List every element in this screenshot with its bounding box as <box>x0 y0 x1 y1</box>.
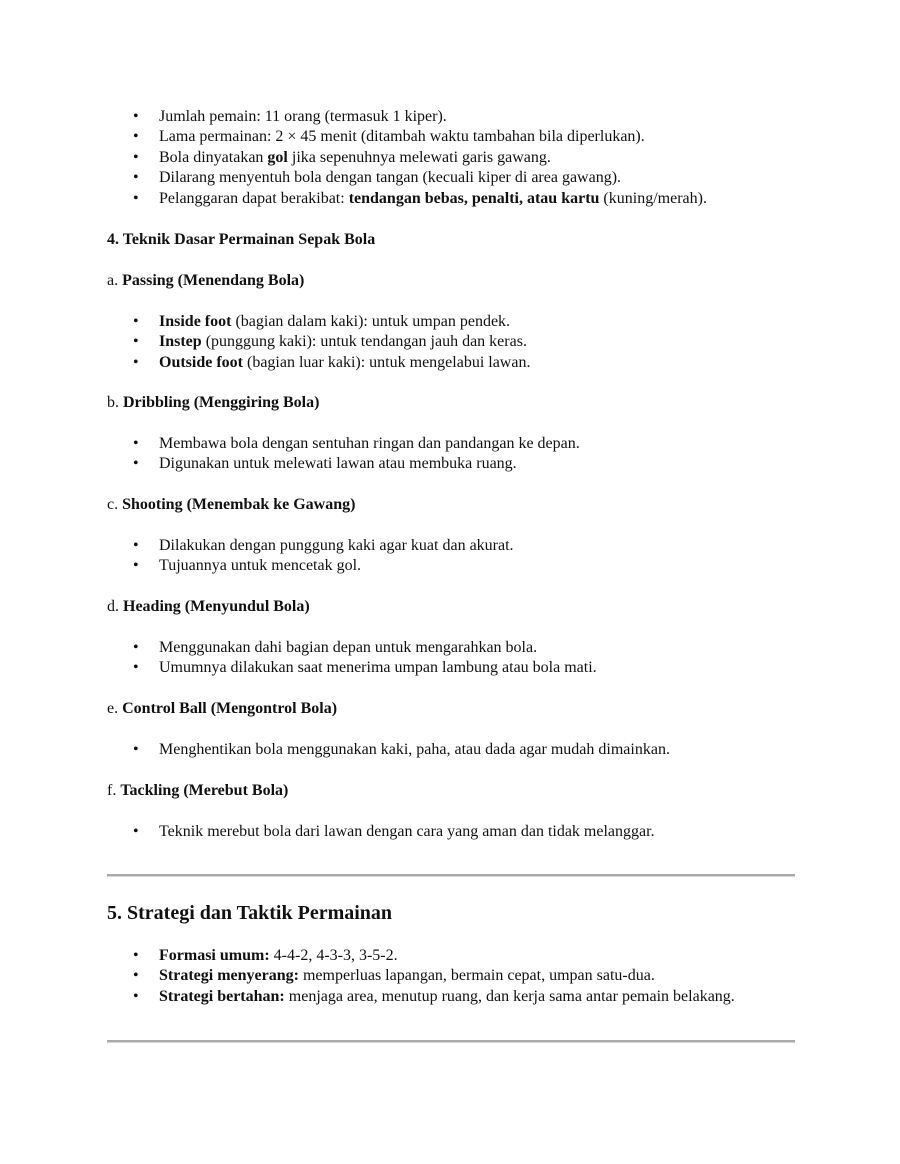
list-item: • Dilakukan dengan punggung kaki agar kuat dan akurat. <box>107 536 514 556</box>
list-item: • Menghentikan bola menggunakan kaki, paha, atau dada agar mudah dimainkan. <box>107 740 670 760</box>
list-item: • Lama permainan: 2 × 45 menit (ditambah waktu tambahan bila diperlukan). <box>107 127 707 147</box>
list-item: • Instep (punggung kaki): untuk tendangan jauh dan keras. <box>107 332 530 352</box>
list-item: • Jumlah pemain: 11 orang (termasuk 1 kiper). <box>107 107 707 127</box>
list-item: • Strategi menyerang: memperluas lapangan, bermain cepat, umpan satu-dua. <box>107 966 735 986</box>
list-item: • Dilarang menyentuh bola dengan tangan (kecuali kiper di area gawang). <box>107 168 707 188</box>
subheading-passing: a. Passing (Menendang Bola) <box>107 272 305 289</box>
dribbling-list <box>107 434 580 475</box>
subheading-dribbling: b. Dribbling (Menggiring Bola) <box>107 394 320 411</box>
heading-list <box>107 638 597 679</box>
list-item: • Outside foot (bagian luar kaki): untuk mengelabui lawan. <box>107 353 530 373</box>
subheading-heading: d. Heading (Menyundul Bola) <box>107 598 310 615</box>
subheading-control-ball: e. Control Ball (Mengontrol Bola) <box>107 700 338 717</box>
tackling-list <box>107 822 655 842</box>
horizontal-rule <box>107 874 795 877</box>
passing-list <box>107 312 530 373</box>
list-item: • Tujuannya untuk mencetak gol. <box>107 556 514 576</box>
list-item: • Formasi umum: 4-4-2, 4-3-3, 3-5-2. <box>107 946 735 966</box>
subheading-tackling: f. Tackling (Merebut Bola) <box>107 782 289 799</box>
section-5-heading: 5. Strategi dan Taktik Permainan <box>107 902 393 924</box>
list-item: • Bola dinyatakan gol jika sepenuhnya melewati garis gawang. <box>107 148 707 168</box>
list-item: • Digunakan untuk melewati lawan atau membuka ruang. <box>107 454 580 474</box>
list-item: • Strategi bertahan: menjaga area, menutup ruang, dan kerja sama antar pemain belakang. <box>107 987 735 1007</box>
section-4-heading: 4. Teknik Dasar Permainan Sepak Bola <box>107 231 376 248</box>
horizontal-rule <box>107 1040 795 1043</box>
rules-list <box>107 107 707 209</box>
list-item: • Umumnya dilakukan saat menerima umpan lambung atau bola mati. <box>107 658 597 678</box>
list-item: • Membawa bola dengan sentuhan ringan dan pandangan ke depan. <box>107 434 580 454</box>
list-item: • Pelanggaran dapat berakibat: tendangan bebas, penalti, atau kartu (kuning/merah). <box>107 189 707 209</box>
subheading-shooting: c. Shooting (Menembak ke Gawang) <box>107 496 356 513</box>
strategy-list <box>107 946 735 1007</box>
shooting-list <box>107 536 514 577</box>
list-item: • Inside foot (bagian dalam kaki): untuk umpan pendek. <box>107 312 530 332</box>
list-item: • Menggunakan dahi bagian depan untuk mengarahkan bola. <box>107 638 597 658</box>
control-ball-list <box>107 740 670 760</box>
list-item: • Teknik merebut bola dari lawan dengan cara yang aman dan tidak melanggar. <box>107 822 655 842</box>
